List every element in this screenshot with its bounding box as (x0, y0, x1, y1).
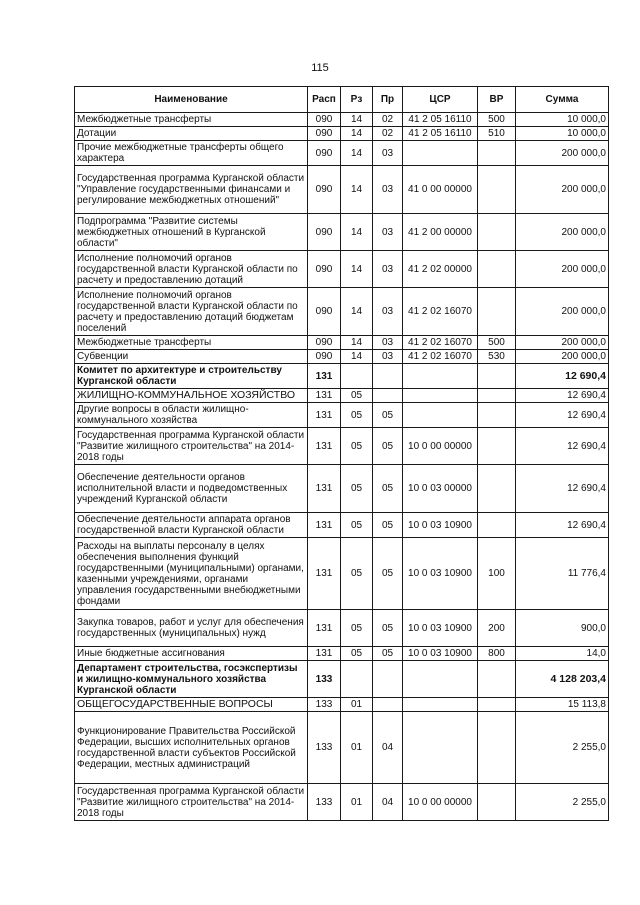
row-pr: 03 (373, 350, 403, 364)
row-name: Государственная программа Курганской области "Развитие жилищного строительства" на 2014-2018 годы (75, 784, 308, 821)
table-row (75, 647, 609, 661)
row-csr: 41 2 02 16070 (403, 336, 478, 350)
row-pr: 02 (373, 127, 403, 141)
row-rz: 14 (341, 350, 373, 364)
row-name: Обеспечение деятельности органов исполнительной власти и подведомственных учреждений Курганской области (75, 465, 308, 513)
header-vr: ВР (478, 87, 516, 113)
row-rz: 05 (341, 538, 373, 610)
row-csr (403, 698, 478, 712)
row-csr: 41 2 02 16070 (403, 350, 478, 364)
row-rasp: 131 (308, 647, 341, 661)
row-csr: 10 0 03 10900 (403, 513, 478, 538)
row-sum: 200 000,0 (516, 214, 609, 251)
row-csr (403, 712, 478, 784)
row-pr: 03 (373, 251, 403, 288)
row-vr: 100 (478, 538, 516, 610)
row-sum: 2 255,0 (516, 784, 609, 821)
row-rz: 14 (341, 166, 373, 214)
row-rz: 14 (341, 336, 373, 350)
row-vr: 800 (478, 647, 516, 661)
row-sum: 10 000,0 (516, 113, 609, 127)
row-pr: 03 (373, 166, 403, 214)
row-sum: 4 128 203,4 (516, 661, 609, 698)
row-name: Подпрограмма "Развитие системы межбюджетных отношений в Курганской области" (75, 214, 308, 251)
row-rz: 14 (341, 113, 373, 127)
row-rz: 05 (341, 428, 373, 465)
row-sum: 200 000,0 (516, 166, 609, 214)
table-row (75, 214, 609, 251)
row-rasp: 131 (308, 538, 341, 610)
row-sum: 12 690,4 (516, 403, 609, 428)
row-rz: 14 (341, 251, 373, 288)
row-rz: 05 (341, 465, 373, 513)
row-rz: 05 (341, 610, 373, 647)
row-csr (403, 661, 478, 698)
row-sum: 200 000,0 (516, 350, 609, 364)
row-vr (478, 784, 516, 821)
row-name: Функционирование Правительства Российской Федерации, высших исполнительных органов государственной власти субъектов Российской Федерации, местных администраций (75, 712, 308, 784)
row-vr: 510 (478, 127, 516, 141)
row-sum: 15 113,8 (516, 698, 609, 712)
row-csr: 41 0 00 00000 (403, 166, 478, 214)
row-pr: 04 (373, 712, 403, 784)
header-rz: Рз (341, 87, 373, 113)
table-row (75, 538, 609, 610)
row-vr (478, 364, 516, 389)
page-number: 115 (311, 62, 329, 74)
row-pr: 05 (373, 403, 403, 428)
row-vr (478, 698, 516, 712)
row-pr: 05 (373, 428, 403, 465)
table-row (75, 712, 609, 784)
row-rasp: 090 (308, 288, 341, 336)
row-csr: 41 2 05 16110 (403, 127, 478, 141)
row-vr: 200 (478, 610, 516, 647)
row-csr (403, 389, 478, 403)
row-name: Прочие межбюджетные трансферты общего характера (75, 141, 308, 166)
table-row-section (75, 389, 609, 403)
header-rasp: Расп (308, 87, 341, 113)
row-pr: 05 (373, 610, 403, 647)
header-sum: Сумма (516, 87, 609, 113)
row-pr: 03 (373, 336, 403, 350)
table-row-department (75, 661, 609, 698)
row-csr: 10 0 03 10900 (403, 538, 478, 610)
header-name: Наименование (75, 87, 308, 113)
row-vr (478, 428, 516, 465)
table-row (75, 288, 609, 336)
row-rasp: 090 (308, 113, 341, 127)
row-sum: 14,0 (516, 647, 609, 661)
row-csr: 10 0 03 10900 (403, 647, 478, 661)
row-sum: 12 690,4 (516, 389, 609, 403)
row-vr (478, 251, 516, 288)
row-rasp: 090 (308, 214, 341, 251)
row-sum: 200 000,0 (516, 336, 609, 350)
row-csr (403, 364, 478, 389)
row-vr (478, 403, 516, 428)
row-rasp: 090 (308, 350, 341, 364)
row-vr (478, 141, 516, 166)
row-vr: 500 (478, 336, 516, 350)
row-sum: 200 000,0 (516, 288, 609, 336)
row-sum: 12 690,4 (516, 513, 609, 538)
row-pr: 05 (373, 538, 403, 610)
row-vr: 530 (478, 350, 516, 364)
row-rasp: 131 (308, 513, 341, 538)
row-name: Департамент строительства, госэкспертизы и жилищно-коммунального хозяйства Курганской области (75, 661, 308, 698)
row-rasp: 131 (308, 389, 341, 403)
row-name: ЖИЛИЩНО-КОММУНАЛЬНОЕ ХОЗЯЙСТВО (75, 389, 308, 403)
row-name: Закупка товаров, работ и услуг для обеспечения государственных (муниципальных) нужд (75, 610, 308, 647)
row-vr (478, 465, 516, 513)
row-pr: 02 (373, 113, 403, 127)
row-sum: 200 000,0 (516, 251, 609, 288)
table-row (75, 350, 609, 364)
row-csr: 41 2 02 00000 (403, 251, 478, 288)
row-vr (478, 288, 516, 336)
header-csr: ЦСР (403, 87, 478, 113)
row-vr (478, 166, 516, 214)
row-pr (373, 698, 403, 712)
row-pr: 03 (373, 214, 403, 251)
row-rz: 14 (341, 288, 373, 336)
row-rasp: 090 (308, 251, 341, 288)
table-row (75, 251, 609, 288)
row-csr: 41 2 05 16110 (403, 113, 478, 127)
row-vr (478, 513, 516, 538)
row-vr: 500 (478, 113, 516, 127)
row-rz: 05 (341, 513, 373, 538)
header-pr: Пр (373, 87, 403, 113)
row-rasp: 133 (308, 661, 341, 698)
row-csr: 10 0 00 00000 (403, 784, 478, 821)
row-rz: 14 (341, 127, 373, 141)
row-name: ОБЩЕГОСУДАРСТВЕННЫЕ ВОПРОСЫ (75, 698, 308, 712)
row-sum: 2 255,0 (516, 712, 609, 784)
row-rasp: 133 (308, 698, 341, 712)
row-csr: 41 2 02 16070 (403, 288, 478, 336)
row-csr: 10 0 03 00000 (403, 465, 478, 513)
row-vr (478, 214, 516, 251)
row-rz (341, 364, 373, 389)
row-rz: 05 (341, 403, 373, 428)
budget-table (74, 86, 609, 821)
row-rasp: 090 (308, 166, 341, 214)
table-row-department (75, 364, 609, 389)
row-csr: 41 2 00 00000 (403, 214, 478, 251)
row-pr: 05 (373, 513, 403, 538)
row-sum: 12 690,4 (516, 364, 609, 389)
row-pr (373, 661, 403, 698)
row-vr (478, 712, 516, 784)
row-pr: 04 (373, 784, 403, 821)
row-rasp: 090 (308, 336, 341, 350)
row-name: Исполнение полномочий органов государственной власти Курганской области по расчету и предоставлению дотаций (75, 251, 308, 288)
row-name: Дотации (75, 127, 308, 141)
table-row-section (75, 698, 609, 712)
table-row (75, 336, 609, 350)
row-sum: 12 690,4 (516, 465, 609, 513)
row-rz: 14 (341, 141, 373, 166)
row-name: Обеспечение деятельности аппарата органов государственной власти Курганской области (75, 513, 308, 538)
row-rz: 14 (341, 214, 373, 251)
row-name: Межбюджетные трансферты (75, 113, 308, 127)
row-rasp: 090 (308, 127, 341, 141)
table-row (75, 141, 609, 166)
row-name: Государственная программа Курганской области "Управление государственными финансами и регулирование межбюджетных отношений" (75, 166, 308, 214)
row-name: Другие вопросы в области жилищно-коммунального хозяйства (75, 403, 308, 428)
row-name: Субвенции (75, 350, 308, 364)
row-rasp: 131 (308, 428, 341, 465)
row-name: Комитет по архитектуре и строительству Курганской области (75, 364, 308, 389)
row-csr (403, 403, 478, 428)
row-sum: 11 776,4 (516, 538, 609, 610)
table-row (75, 513, 609, 538)
row-sum: 900,0 (516, 610, 609, 647)
table-row (75, 784, 609, 821)
row-name: Иные бюджетные ассигнования (75, 647, 308, 661)
row-name: Расходы на выплаты персоналу в целях обеспечения выполнения функций государственными (муниципальными) органами, казенными учреждениями, органами управления государственными внебюджетными фондами (75, 538, 308, 610)
row-vr (478, 389, 516, 403)
row-csr: 10 0 00 00000 (403, 428, 478, 465)
row-rz: 01 (341, 698, 373, 712)
table-row (75, 127, 609, 141)
row-name: Межбюджетные трансферты (75, 336, 308, 350)
row-csr: 10 0 03 10900 (403, 610, 478, 647)
row-rasp: 131 (308, 403, 341, 428)
row-vr (478, 661, 516, 698)
row-rz: 01 (341, 712, 373, 784)
row-csr (403, 141, 478, 166)
row-pr (373, 389, 403, 403)
row-pr: 03 (373, 288, 403, 336)
row-rz: 05 (341, 389, 373, 403)
row-rasp: 133 (308, 784, 341, 821)
row-rasp: 131 (308, 610, 341, 647)
table-row (75, 428, 609, 465)
table-header-row (75, 87, 609, 113)
row-pr: 05 (373, 647, 403, 661)
row-rasp: 131 (308, 364, 341, 389)
row-sum: 10 000,0 (516, 127, 609, 141)
row-rasp: 131 (308, 465, 341, 513)
row-pr: 03 (373, 141, 403, 166)
row-pr (373, 364, 403, 389)
row-rasp: 090 (308, 141, 341, 166)
table-row (75, 465, 609, 513)
row-rz (341, 661, 373, 698)
row-sum: 200 000,0 (516, 141, 609, 166)
row-name: Государственная программа Курганской области "Развитие жилищного строительства" на 2014-2018 годы (75, 428, 308, 465)
row-name: Исполнение полномочий органов государственной власти Курганской области по расчету и предоставлению дотаций бюджетам поселений (75, 288, 308, 336)
row-rz: 01 (341, 784, 373, 821)
row-sum: 12 690,4 (516, 428, 609, 465)
table-row (75, 113, 609, 127)
row-pr: 05 (373, 465, 403, 513)
table-row (75, 166, 609, 214)
table-row (75, 610, 609, 647)
table-row (75, 403, 609, 428)
row-rz: 05 (341, 647, 373, 661)
row-rasp: 133 (308, 712, 341, 784)
